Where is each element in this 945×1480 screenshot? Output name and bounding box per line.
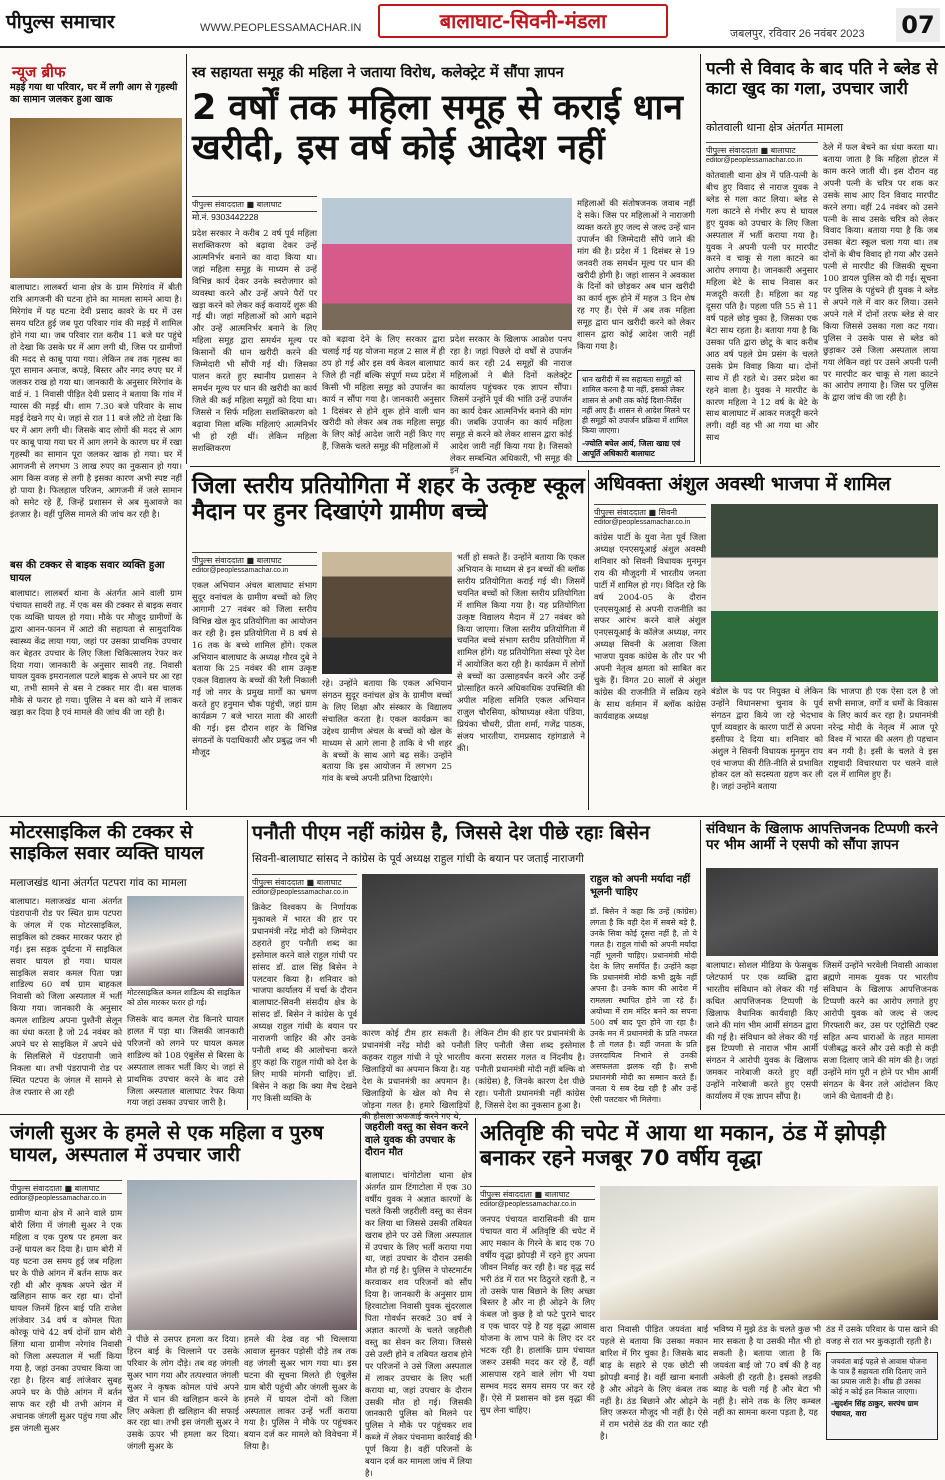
right1-col-2: ठेले में फल बेचने का धंधा करता था। बताया जाता है कि महिला होटल में काम करने जाती थी। इस दौरान वह अपनी पत्नी के चरित्र पर शक कर उसके साथ आए दिन विवाद मारपीट करने लगा। वहीं 24 नवंबर को उसने पत्नी के साथ उसके चरित्र को लेकर विवाद किया। बताया गया है कि जब उसका बेटा स्कूल चला गया था। तब दोनों के बीच विवाद हो गया और उसने पत्नी से मारपीट की जिसकी सूचना 100 डायल पुलिस को दी गई। सूचना पर पुलिस के पहुंचने ही युवक ने ब्लेड से अपने गले में वार कर लिया। उसने अपने गले में दोनों तरफ ब्लेड से वार किया जिससे उसका गला कट गया। पुलिस ने उसके पास से ब्लेड को छुड़ाकर उसे जिला अस्पताल लाया गया लेकिन वहां पर उसने अपनी पत्नी पर मारपीट कर चाकू से गला काटने का आरोप लगाया है। जिस पर पुलिस के द्वारा जांच की जा रही है। — [823, 142, 938, 403]
bottom2-headline[interactable]: जहरीली वस्तु का सेवन करने वाले युवक की उपचार के दौरान मौत — [365, 1122, 469, 1158]
bottom1-email[interactable]: editor@peoplessamachar.co.in — [10, 1195, 107, 1202]
right2-col-3: कि भाजपा ही एक ऐसा दल है जो सभी समाज, वर्गों व धर्मों के विकास के लिए कार्य कर रहा है। प्रधानमंत्री नरेन्द्र मोदी के नेतृत्व में आज पूरे विश्व में भारत की अलग ही पहचान बन गयी है। इसी के चलते वे इस राष्ट्रवादी विचारधारा पर चलने वाले दल में शामिल हुए हैं। — [828, 686, 938, 780]
mid3-headline[interactable]: पनौती पीएम नहीं कांग्रेस है, जिससे देश पीछे रहाः बिसेन — [252, 821, 650, 844]
bottom1-byline: पीपुल्स संवाददाता ■ बालाघाट — [10, 1180, 122, 1194]
bottom3-quote-author: -सुदर्शन सिंह ठाकुर, सरपंच ग्राम पंचायत, वारा — [831, 1398, 919, 1418]
column-divider — [186, 470, 187, 810]
right2-headline[interactable]: अधिवक्ता अंशुल अवस्थी भाजपा में शामिल — [594, 473, 891, 495]
women-group-photo — [322, 198, 572, 330]
lead-headline[interactable]: 2 वर्षों तक महिला समूह से कराई धान खरीदी, इस वर्ष कोई आदेश नहीं — [192, 88, 683, 169]
column-divider — [360, 1118, 361, 1438]
mid2-col-2: जिसके बाद कमल रोड किनारे घायल हालत में पड़ा था। जिसकी जानकारी परिजनों को लगने पर घायल कमल शाडिल्य को 108 एंबुलेंस से बिरसा के अस्पताल लाकर भर्ती किए थे। जहां से प्राथमिक उपचार करने के बाद उसे जिला अस्पताल बालाघाट रेफर किया गया जहां उसका उपचार जारी है। — [127, 1014, 244, 1108]
lead-col-2: को बढ़ावा देने के लिए सरकार द्वारा चलाई गई यह योजना महज 2 साल में ही ठप हो गई और इस वर्ष केवल बालाघाट जिले ही नहीं बल्कि संपूर्ण मध्य प्रदेश में किसी भी महिला समूह को उपार्जन का कार्य न सौंपा गया है। जानकारी अनुसार 1 दिसंबर से होने शुरू होने वाली धान खरीदी को लेकर अब तक महिला समूह के लिए कोई आदेश जारी नहीं किए गए हैं, जिसके चलते समूह की महिलाओं में — [322, 334, 445, 452]
right2-col-1: कांग्रेस पार्टी के युवा नेता पूर्व जिला अध्यक्ष एनएसयूआई अंशुल अवस्थी शनिवार को सिवनी विधायक मुनमुन राय की मौजूदगी में भारतीय जनता पार्टी में शामिल हो गए। विदित रहे कि वर्ष 2004-05 के दौरान एनएसयूआई से अपनी राजनीति का सफर आरंभ करने वाले अंशुल एनएसयूआई के कॉलेज अध्यक्ष, नगर अध्यक्ष सिवनी के अलावा जिला भाजपा युवक कांग्रेस के तौर पर भी अपनी नेतृत्व क्षमता को साबित कर चुके हैं। विगत 20 सालों से अंशुल कांग्रेस की राजनीति में सक्रिय रहने के साथ वर्तमान में ब्लॉक कांग्रेस कार्यवाहक अध्यक्ष — [594, 532, 706, 721]
lead-kicker: स्व सहायता समूह की महिला ने जताया विरोध, कलेक्ट्रेट में सौंपा ज्ञापन — [192, 65, 564, 81]
right2-byline: पीपुल्स संवाददाता ■ सिवनी — [594, 504, 706, 518]
injured-man-photo — [127, 896, 244, 986]
mid3-sidebar-body: डॉ. बिसेन ने कहा कि उन्हें (कांग्रेस) लगता है कि वही देश में सबसे बड़े है, उनके सिवा कोई दूसरा नहीं है, तो ये गलत है। राहुल गांधी को अपनी मर्यादा नहीं भूलनी चाहिए। प्रधानमंत्री मोदी देश के लिए समर्पित हैं। उन्होंने कहा कि प्रधानमंत्री मोदी कभी झुके नहीं अपना है। उनके काम की आदेश में रामलला स्थापित होने जा रहे हैं। अयोध्या में राम मंदिर बनने का सपना 500 वर्ष बाद पूरा होने जा रहा है। उनके मन में प्रधानमंत्री के प्रति नफरत है तो गलत है। वहीं जनता के प्रति उत्तरदायित्व निभाने से उनकी असफलता झलक रही है। सभी प्रधानमंत्री मोदी का सम्मान करते हैं। जनता ये सब देख रही है और उन्हें ऐसी पलटवार भी मिलेगा। — [590, 907, 697, 1105]
right3-headline[interactable]: संविधान के खिलाफ आपत्तिजनक टिप्पणी करने पर भीम आर्मी ने एसपी को सौंपा ज्ञापन — [706, 821, 938, 853]
bottom3-col-2: वारा निवासी पीड़ित जयवंता बाई पहले से बताया कि उसका मकान बारिश में गिर चुका है। जिसके बाद बाड़ के सहारे से एक छोटी सी झोपड़ी बनाई है। वहीं खाना बनाती है और ओढ़ने के लिए कंबल तक नहीं है। ठंड बिछाने और ओढ़ने के लिए जरूरत मौजूद भी नहीं है। ऐसे में राम भरोसे ठंड की रात काट रही है। — [600, 1324, 708, 1442]
brief-story-1-headline[interactable]: मड़ई गया था परिवार, घर में लगी आग से गृहस्थी का सामान जलकर हुआ खाक — [10, 82, 178, 105]
column-divider — [700, 820, 701, 1110]
column-divider — [186, 54, 187, 464]
mid3-byline: पीपुल्स संवाददाता ■ बालाघाट — [252, 874, 357, 888]
competition-rally-photo — [322, 552, 452, 674]
column-divider — [700, 54, 701, 464]
website-link[interactable]: WWW.PEOPLESSAMACHAR.IN — [200, 22, 362, 34]
newspaper-brand[interactable] — [6, 8, 115, 34]
dateline: जबलपुर, रविवार 26 नवंबर 2023 — [730, 28, 865, 40]
column-divider — [475, 1118, 476, 1438]
brand-name: पीपुल्स समाचार — [6, 11, 115, 33]
right3-col-2: जिसमें उन्होंने भरवेली निवासी आकाश ब्रह्मणे नामक युवक पर भारतीय संविधान के खिलाफ आपत्तिजनक टिप्पणी करने का आरोप लगाते हुए आरोपी युवक को जल्द से जल्द गिरफ्तारी कर, उस पर एट्रोसिटी एक्ट सहित अन्य धाराओं के तहत मामला पंजीबद्ध करने और उसे कड़ी से कड़ी सजा दिलाए जाने की मांग की है। जहां उन्होंने मांग पूरी न होने पर भीम आर्मी संगठन के बैनर तले आंदोलन किए जाने की चेतावनी दी है। — [823, 960, 938, 1102]
bottom1-col-1: ग्रामीण थाना क्षेत्र में आने वाले ग्राम बोरी लिंगा में जंगली सुअर ने एक महिला व एक पुरुष पर हमला कर उन्हें घायल कर दिया है। ग्राम बोरी में यह घटना उस समय हुई जब महिला घर के पीछे आंगन में बर्तन साफ कर रही थी और कृषक अपने खेत में खलिहान साफ कर रहा था। दोनों घायल जिनमें हिरन बाई पति राजेश लांजेवार 34 वर्ष व कोमल पिता कोरकू पांचे 42 वर्ष दोनों ग्राम बोरी लिंगा थाना ग्रामीण नरेगांव निवासी को जिला अस्पताल में भर्ती किया गया है, जहां उनका उपचार किया जा रहा है। हिरन बाई लांजेवार सुबह अपने घर के पीछे आंगन में बर्तन साफ कर रही थी तभी आंगन में अचानक जंगली सुअर पहुंच गया और इस जंगली सुअर — [10, 1208, 122, 1433]
mid3-col-1: क्रिकेट विश्वकप के निर्णायक मुकाबले में भारत की हार पर प्रधानमंत्री नरेंद्र मोदी को जिम्मेदार ठहराते हुए पनौती शब्द का इस्तेमाल करने वाले राहुल गांधी पर सांसद डॉ. ढाल सिंह बिसेन ने पलटवार किया है। शनिवार को भाजपा कार्यालय में चर्चा के दौरान बालाघाट-सिवनी संसदीय क्षेत्र के सांसद डॉ. बिसेन ने कांग्रेस के पूर्व अध्यक्ष राहुल गांधी के बयान पर नाराजगी जाहिर की और उनके पनौती शब्द की आलोचना करते हुए कहां कि राहुल गांधी को देश के लिए माफी मांगनी चाहिए। डॉ. बिसेन ने कहा कि क्या मैच देखने गए किसी व्यक्ति के — [252, 902, 357, 1103]
bottom3-email[interactable]: editor@peoplessamachar.co.in — [480, 1201, 577, 1208]
bottom3-byline: पीपुल्स संवाददाता ■ बालाघाट — [480, 1186, 595, 1200]
hospital-patients-photo — [127, 1180, 357, 1330]
brief-story-2-headline[interactable]: बस की टक्कर से बाइक सवार व्यक्ति हुआ घायल — [10, 560, 165, 584]
right1-col-1: कोतवाली थाना क्षेत्र में पति-पत्नी के बीच हुए विवाद से नाराज युवक ने ब्लेड से गला काट लिया। ब्लेड से गला काटने से गंभीर रूप से घायल हुए युवक को उपचार के लिए जिला अस्पताल में भर्ती कराया गया है। युवक ने अपनी पत्नी पर मारपीट करने व चाकू से गला काटने का आरोप लगाया है। जानकारी अनुसार महिला बेटे के साथ निवास कर मजदूरी करती है। महिला का यह दूसरा पति है। पहला पति 55 से 11 वर्ष पहले छोड़ चुका है, जिसका एक बेटा साथ रहता है। बताया गया है कि उसका पति द्वारा छोटू के बाद करीब आठ वर्ष पहले प्रेम प्रसंग के चलते उसके प्रेम विवाह किया था। दोनों साथ में ही रहते थे। उसर प्रदेश का रहने वाला है। युवक ने मारपीट के कारण महिला ने 12 वर्ष के बेटे के साथ बालाघाट में आकर मजदूरी करने लगी। वहीं वह भी आ गया था और साथ — [706, 170, 818, 443]
mid1-col-3: भर्ती हो सकते हैं। उन्होंने बताया कि एकल अभियान के माध्यम से इन बच्चों की ब्लॉक स्तरीय प्रतियोगिता कराई गई थी। जिसमें चयनित बच्चों को जिला स्तरीय प्रतियोगिता में शामिल किया गया है। यह प्रतियोगिता उत्कृष्ट विद्यालय मैदान में 27 नवंबर को किया जाएगा। जिला स्तरीय प्रतियोगिता में चयनित बच्चे संभाग स्तरीय प्रतियोगिता में शामिल होंगे। यह प्रतियोगिता संस्था पूरे देश में आयोजित करा रही है। कार्यक्रम में लोगों से बच्चों का उत्साहवर्धन करने और उन्हें प्रोत्साहित करने अधिकाधिक उपस्थिति की अपील महिला समिति एकल अभियान राजुल चौरसिया, कोषाध्यक्ष श्वेता पंडिया, प्रियंका चौधरी, प्रीता शर्मा, गजेंद्र पाठक, संजय भारतीया, रामप्रसाद रहांगडाले ने की। — [457, 552, 585, 753]
right1-email[interactable]: editor@peoplessamachar.co.in — [706, 157, 803, 164]
bjp-joining-photo — [711, 504, 938, 682]
masthead — [0, 0, 945, 48]
lead-byline: पीपुल्स संवाददाता ■ बालाघाट — [192, 196, 317, 212]
lead-quote-box — [577, 370, 695, 462]
bottom1-col-3: हमले की देख वह भी चिल्लाया आवाज सुनकर पड़ोसी दौड़े तब तक वह जंगली सुअर भाग गया था। इस घटना की सूचना मिलते ही एंबुलेंस ग्राम बोरी पहुंची और जंगली सुअर के हमले में घायल दोनों को जिला अस्पताल लाकर उन्हें भर्ती कराया गया है। पुलिस ने मौके पर पहुंचकर बयान दर्ज कर मामले को विवेचना में लिया है। — [244, 1334, 357, 1452]
mid3-email[interactable]: editor@peoplessamachar.co.in — [252, 889, 349, 896]
row-divider — [190, 466, 940, 467]
news-brief-label: न्यूज ब्रीफ — [12, 63, 66, 81]
mid3-kicker: सिवनी-बालाघाट सांसद ने कांग्रेस के पूर्व अध्यक्ष राहुल गांधी के बयान पर जताई नाराजगी — [252, 853, 584, 865]
right3-col-1: बालाघाट। सोशल मीडिया के फेसबुक प्लेटफार्म पर एक व्यक्ति द्वारा भारतीय संविधान को लेकर की गई कथित आपत्तिजनक टिप्पणी के खिलाफ वैधानिक कार्यवाही किए जाने की मांग भीम आर्मी संगठन द्वारा की गई है। संविधान को लेकर की गई इस टिप्पणी से नाराज भीम आर्मी संगठन ने आरोपी युवक के खिलाफ जमकर नारेबाजी करते हुए वहीं उन्होंने नारेबाजी करते हुए एसपी कार्यालय में एक ज्ञापन सौंपा है। — [706, 960, 818, 1102]
mid3-col-2: कारण कोई टीम हार सकती है। प्रधानमंत्री नरेंद्र मोदी को पनौती कहकर राहुल गांधी ने पूरे भारतीय खिलाड़ियों का अपमान किया है। यह देश के प्रधानमंत्री का अपमान है। खिलाड़ियों के खेल को मैच से जोड़ना गलत है। हमारे खिलाड़ियों की हौसला अफजाई करने गए थे, — [362, 1028, 470, 1122]
bottom1-headline[interactable]: जंगली सुअर के हमले से एक महिला व पुरुष घायल, अस्पताल में उपचार जारी — [10, 1121, 324, 1167]
mid2-photo-caption: मोटरसाइकिल कमल शाडिल्य की साइकिल को ठोस मारकर फरार हो गई। — [127, 988, 241, 1007]
bottom3-col-1: जनपद पंचायत वारासिवनी की ग्राम पंचायत वारा में अतिवृष्टि की चपेट में आए मकान के गिरने के बाद एक 70 वर्षीय वृद्धा झोपड़ी में रहने हुए अपना जीवन निर्वाह कर रही है। वह वृद्ध सर्द भरी ठंड में रात भर ठिठुरते रहती है, न तो उसके पास बिछाने के लिए अच्छा बिस्तर है और ना ही ओढ़ने के लिए कंबल जो कुछ है वो फटे पुराने चादर व एक चादर पड़े है यह वृद्धा आवास योजना के लाभ पाने के लिए दर दर भटक रही है। हालांकि ग्राम पंचायत जरूर उसकी मदद कर रहे हैं, वहीं आसपास रहने वाले लोग भी यथा सम्भव मदद समय समय पर कर रहे हैं। ऐसे में प्रशासन को इस वृद्धा की सुध लेना चाहिए। — [480, 1214, 595, 1415]
brief-story-1-body: बालाघाट। लालबर्रा थाना क्षेत्र के ग्राम मिरेगांव में बीती रात्रि आगजनी की घटना होने का मामला सामने आया है। मिरेगांव में यह घटना देवी प्रसाद कावरे के घर में उस समय घटित हुई जब पूरा परिवार गांव की मड़ई में शामिल होने गया था। जब परिवार रात करीब 11 बजे घर पहुंचे तो देखा कि उसके घर में आग लगी थी, जिस पर ग्रामीणों की मदद से काबू पाया गया। लेकिन तब तक गृहस्थ का पूरा सामान अनाज, कपड़े, बिस्तर और नगद रुपए घर में जलकर राख हो गया था। जानकारी के अनुसार मिरेगांव के वार्ड नं. 1 निवासी पीड़ित देवी प्रसाद ने बताया कि गांव में ग्यारस की मड़ई थी। शाम 7.30 बजे परिवार के साथ मड़ई देखने गए थे। जहां से रात 11 बजे लौटे तो देखा कि घर में आग लगी थी। जिसके बाद लोगों की मदद से आग पर काबू पाया गया घर में आग लगने के कारण घर में रखा गृहस्थी का सामान पूरा जलकर खाक हो गया। घर में आगजनी से लगभग 3 लाख रुपए का नुकसान हो गया। आग किस वजह से लगी है इसका कारण अभी स्पष्ट नहीं हो पाया है। फिलहाल परिजन, आगजनी में जले सामान को समेट रहे हैं, जिन्हें प्रशासन से अब मुआवजे का इंतजार है। वहीं पुलिस मामले की जांच कर रही है। — [10, 282, 182, 519]
bottom3-col-3: भविष्य में मुझे ठंड के चलते कुछ भी मार सकता है या उसकी मौत भी हो सकती है। बताया जाता है कि जयवंता बाई जो 70 वर्ष की है वह अकेली ही रहती है। इसको लड़की ब्याह के चली गई है और बेटा भी नहीं है। सोने तक के लिए कम्बल नहीं का सामना करना पड़ता है, यह — [713, 1324, 821, 1418]
mid1-headline[interactable]: जिला स्तरीय प्रतियोगिता में शहर के उत्कृष्ट स्कूल मैदान पर हुनर दिखाएंगे ग्रामीण बच्चे — [192, 473, 585, 525]
mid1-col-1: एकल अभियान अंचल बालाघाट संभाग सुदूर वनांचल के ग्रामीण बच्चों को लिए आगामी 27 नवंबर को जिला स्तरीय विभिन्न खेल कूद प्रतियोगिता का आयोजन कर रही है। इस प्रतियोगिता में 8 वर्ष से 16 तक के बच्चे शामिल होंगे। एकल अभियान बालाघाट के अध्यक्ष गौरव दुबे ने बताया कि 25 नवंबर की शाम उत्कृष्ट एकल विद्यालय के बच्चों की रैली निकाली गई जो नगर के प्रमुख मार्गों का भ्रमण करते हुए हनुमान चौक पहुंची, जहां ग्राम कार्यक्रम 7 बजे भारत माता की आरती की गई। इस दौरान शहर के विभिन्न संगठनों के पदाधिकारी और प्रबुद्ध जन भी मौजूद — [192, 580, 317, 757]
lead-col-3: प्रदेश सरकार के खिलाफ आक्रोश पनप रहा है। जहां पिछले दो वर्षों से उपार्जन कार्य कर रही 24 समूहों की नाराज महिलाओं ने बीते दिनों कलेक्ट्रेट कार्यालय पहुंचकर एक ज्ञापन सौंपा। जिसमें उन्होंने पूर्व की भांति उन्हें उपार्जन का कार्य देकर आत्मनिर्भर बनाने की मांग की। जबकि उपार्जन का कार्य महिला समूह से करने को लेकर शासन द्वारा कोई आदेश जारी नहीं किया गया है। जिसको लेकर सम्बन्धित अधिकारी, भी समूह की इन — [450, 334, 572, 476]
right1-byline: पीपुल्स संवाददाता ■ बालाघाट — [706, 142, 818, 156]
row-divider — [0, 816, 945, 817]
lead-quote: धान खरीदी में स्व सहायता समूहों को शामिल करना है या नहीं, इसको लेकर शासन से अभी तक कोई दिशा-निर्देश नहीं आए हैं। शासन से आदेश मिलने पर ही समूहों को उपार्जन प्रक्रिया में शामिल किया जाएगा। — [582, 375, 690, 436]
mid1-byline: पीपुल्स संवाददाता ■ बालाघाट — [192, 552, 317, 566]
lead-col-4: महिलाओं की संतोषजनक जवाब नहीं दे सके। जिस पर महिलाओं ने नाराजगी व्यक्त करते हुए जल्द से जल्द उन्हें धान उपार्जन की जिम्मेदारी सौंपे जाने की मांग की है। प्रदेश में 1 दिसंबर से 19 जनवरी तक समर्थन मूल्य पर धान की खरीदी होगी है। जहां शासन ने अवकाश के दिनों को छोड़कर अब धान खरीदी का कार्य शुरू होने में महज 3 दिन शेष रह गए हैं। ऐसे में अब तक महिला समूह द्वारा धान खरीदी करने को लेकर शासन द्वारा कोई आदेश जारी नहीं किया गया है। — [577, 198, 695, 352]
bottom3-quote-box — [826, 1352, 938, 1440]
bottom3-col-4: ठंड में उसके परिवार के पास खाने की वजह से रात भर कुकड़ाती रहती है। — [826, 1324, 938, 1346]
hut-elderly-woman-photo — [600, 1186, 938, 1320]
edition-title: बालाघाट-सिवनी-मंडला — [378, 4, 668, 38]
bottom1-col-2: ने पीछे से उसपर हमला कर दिया। हिरन बाई के चिल्लाने पर उसके परिवार के लोग दौड़े। तब वह जंगली सुअर भाग गया और तत्पश्चात जंगली सुअर ने कृषक कोमल पांचे अपने खेत में धान की खलिहान करने के लिए अकेला ही खलिहान की सफाई कर रहा था। तभी इस जंगली सुअर ने उसके ऊपर भी हमला कर दिया। जंगली सुअर के — [127, 1334, 239, 1452]
row-divider — [0, 1114, 945, 1115]
bottom3-headline[interactable]: अतिवृष्टि की चपेट में आया था मकान, ठंड में झोपड़ी बनाकर रहने मजबूर 70 वर्षीय वृद्धा — [480, 1121, 886, 1171]
mid3-sidebar-headline: राहुल को अपनी मर्यादा नहीं भूलनी चाहिए — [590, 874, 691, 898]
lead-col-1: प्रदेश सरकार ने करीब 2 वर्ष पूर्व महिला सशक्तिकरण को बढ़ावा देकर उन्हें आत्मनिर्भर बनाने का वादा किया था। जहां महिला समूह के माध्यम से उन्हें विभिन्न कार्य देकर उनके स्वरोजगार को व्यवस्था करने और उन्हें अपने पैरों पर खड़ा करने को लेकर कई कवायदें शुरू की गई थी। जहां महिलाओं को आगे बढ़ाने और उन्हें आत्मनिर्भर बनाने के लिए महिला समूह द्वारा समर्थन मूल्य पर किसानों की धान खरीदी करने की जिम्मेदारी भी सौंपी गई थी। जिसका पालन करते हुए स्थानीय प्रशासन ने समर्थन मूल्य पर धान की खरीदी का कार्य जिले की कई महिला समूहों को दिया था। जिससे न सिर्फ महिला सशक्तिकरण को बढ़ावा मिला बल्कि महिलाएं आत्मनिर्भर भी हो रही थीं। लेकिन महिला सशक्तिकरण — [192, 228, 317, 453]
column-divider — [588, 470, 589, 810]
page-number: 07 — [896, 8, 940, 42]
right2-email[interactable]: editor@peoplessamachar.co.in — [594, 519, 691, 526]
lead-mobile: मो.नं. 9303442228 — [192, 212, 259, 222]
lead-quote-author: -ज्योति बघेल आर्य, जिला खाद्य एवं आपूर्ति अधिकारी बालाघाट — [582, 438, 681, 458]
brief-story-2-body: बालाघाट। लालबर्रा थाना के अंतर्गत आने वाली ग्राम पंचायत सावरी तह. में एक बस की टक्कर से बाइक सवार एक व्यक्ति घायल हो गया। मौके पर मौजूद ग्रामीणों के द्वारा आनन-फानन में आटो की सहायता से सामुदायिक स्वास्थ्य केंद्र लाया गया, जहां पर उसका प्राथमिक उपचार कर बेहतर उपचार के लिए जिला चिकित्सालय रेफर कर दिया गया। जानकारी के अनुसार सावरी तह. निवासी घायल युवक इमरानलाल पटले बाइक से अपने घर आ रहा था, तभी सामने से बस ने टक्कर मार दी। बस चालक मौके से फरार हो गया। पुलिस ने बस को थाने में लाकर खड़ा कर दिया है एवं मामले की जांच की जा रही है। — [10, 588, 182, 718]
mid2-kicker: मलाजखंड थाना अंतर्गत पटपरा गांव का मामला — [10, 877, 187, 889]
mid1-col-2: रहे। उन्होंने बताया कि एकल अभियान संगठन सुदूर वनांचल क्षेत्र के ग्रामीण बच्चों के लिए शिक्षा और संस्कार के विद्यालय संचालित करता है। एकल कार्यक्रम का उद्देश्य ग्रामीण अंचल के बच्चों को खेल के माध्यम से आगे लाना है ताकि वे भी शहर के बच्चों के साथ आगे बढ़ सकें। उन्होंने बताया कि इस आयोजन में लगभग 25 गांव के बच्चे अपनी प्रतिभा दिखाएंगे। — [322, 678, 452, 784]
mid1-email[interactable]: editor@peoplessamachar.co.in — [192, 567, 289, 574]
mid2-headline[interactable]: मोटरसाइकिल की टक्कर से साइकिल सवार व्यक्ति घायल — [10, 822, 204, 865]
right1-headline[interactable]: पत्नी से विवाद के बाद पति ने ब्लेड से काटा खुद का गला, उपचार जारी — [706, 59, 938, 99]
right2-col-2: बंडोल के पद पर नियुक्त थे लेकिन उन्होंने विधानसभा चुनाव के पूर्व संगठन द्वारा किये जा रहे भेदभाव पूर्ण व्यवहार के कारण पार्टी से अपना इस्तीफा दे दिया था। शनिवार को अंशुल ने सिवनी विधायक मुनमुन राय एवं भाजपा की रीति-नीति से प्रभावित होकर दल को सदस्यता ग्रहण कर ली है। जहां उन्होंने बताया — [711, 686, 823, 792]
bottom3-quote: जयवंता बाई पहले से आवास योजना के पात्र हैं सहायता राशि दिलाए जाने का प्रयास जारी है। शीघ्र ही उसका कोई न कोई हल निकाल जाएगा। — [831, 1357, 927, 1396]
bhim-army-photo — [706, 868, 938, 956]
mid2-col-1: बालाघाट। मलाजखंड थाना अंतर्गत पंडरापानी रोड पर स्थित ग्राम पटपरा के जंगल में एक मोटरसाइकिल, साइकिल को टक्कर मारकर फरार हो गई। इस सड़क दुर्घटना में साइकिल सवार घायल हो गया। घायल साइकिल सवार कमल पिता पन्ना शाडिल्य 60 वर्ष ग्राम बाहकल निवासी को जिला अस्पताल में भर्ती किया गया। जानकारी के अनुसार कमल शाडिल्य अपना पुश्तैनी सेलून का धंधा करता है जो 24 नवंबर को अपने घर से साइकिल में अपने धंधे के सिलसिले में पंडरापानी जाने निकला था। तभी पंडरापानी रोड पर स्थित पटपरा के जंगल में सामने से तेज रफ्तार से आ रही — [10, 896, 122, 1097]
bottom2-body: बालाघाट। चांगोटोला थाना क्षेत्र अंतर्गत ग्राम टिंगाटोला में एक 30 वर्षीय युवक ने अज्ञात कारणों के चलते किसी जहरीली वस्तु का सेवन कर लिया था जिससे उसकी तबियत खराब होने पर उसे जिला अस्पताल में उपचार के लिए भर्ती कराया गया था, जहां उपचार के दौरान उसकी मौत हो गई है। पुलिस ने पोस्टमार्टम करवाकर शव परिजनों को सौंप दिया है। जानकारी के अनुसार ग्राम हिरवाटोला निवासी युवक सुंदरलाल पिता गोवर्धन सरकटे 30 वर्ष ने अज्ञात कारणों के चलते जहरीली वस्तु का सेवन कर लिया। जिससे उसे उल्टी होने व तबियत खराब होने पर परिजनों ने उसे जिला अस्पताल में लाकर उपचार के लिए भर्ती कराया था, जहां उपचार के दौरान उसकी मौत हो गई। जिसकी जानकारी पुलिस को मिलने पर पुलिस ने मौके पर पहुंचकर शव कब्जे में लेकर पंचनामा कार्रवाई की पूर्ण किया है। वहीं परिजनों के बयान दर्ज कर मामला जांच में लिया है। — [365, 1170, 472, 1479]
column-divider — [247, 820, 248, 1110]
mid3-col-3: लेकिन टीम की हार पर प्रधानमंत्री के लिए पनौती जैसा शब्द इस्तेमाल करना सरासर गलत व निंदनीय है। पनौती प्रधानमंत्री मोदी नहीं बल्कि वो (कांग्रेस) है, जिनके कारण देश पीछे रहा। पनौती प्रधानमंत्री नहीं कांग्रेस है, जिससे देश का नुकसान हुआ है। — [475, 1028, 585, 1110]
mp-bisen-press-photo — [362, 874, 585, 1024]
fire-damage-photo — [10, 118, 182, 278]
right1-kicker: कोतवाली थाना क्षेत्र अंतर्गत मामला — [706, 121, 844, 134]
